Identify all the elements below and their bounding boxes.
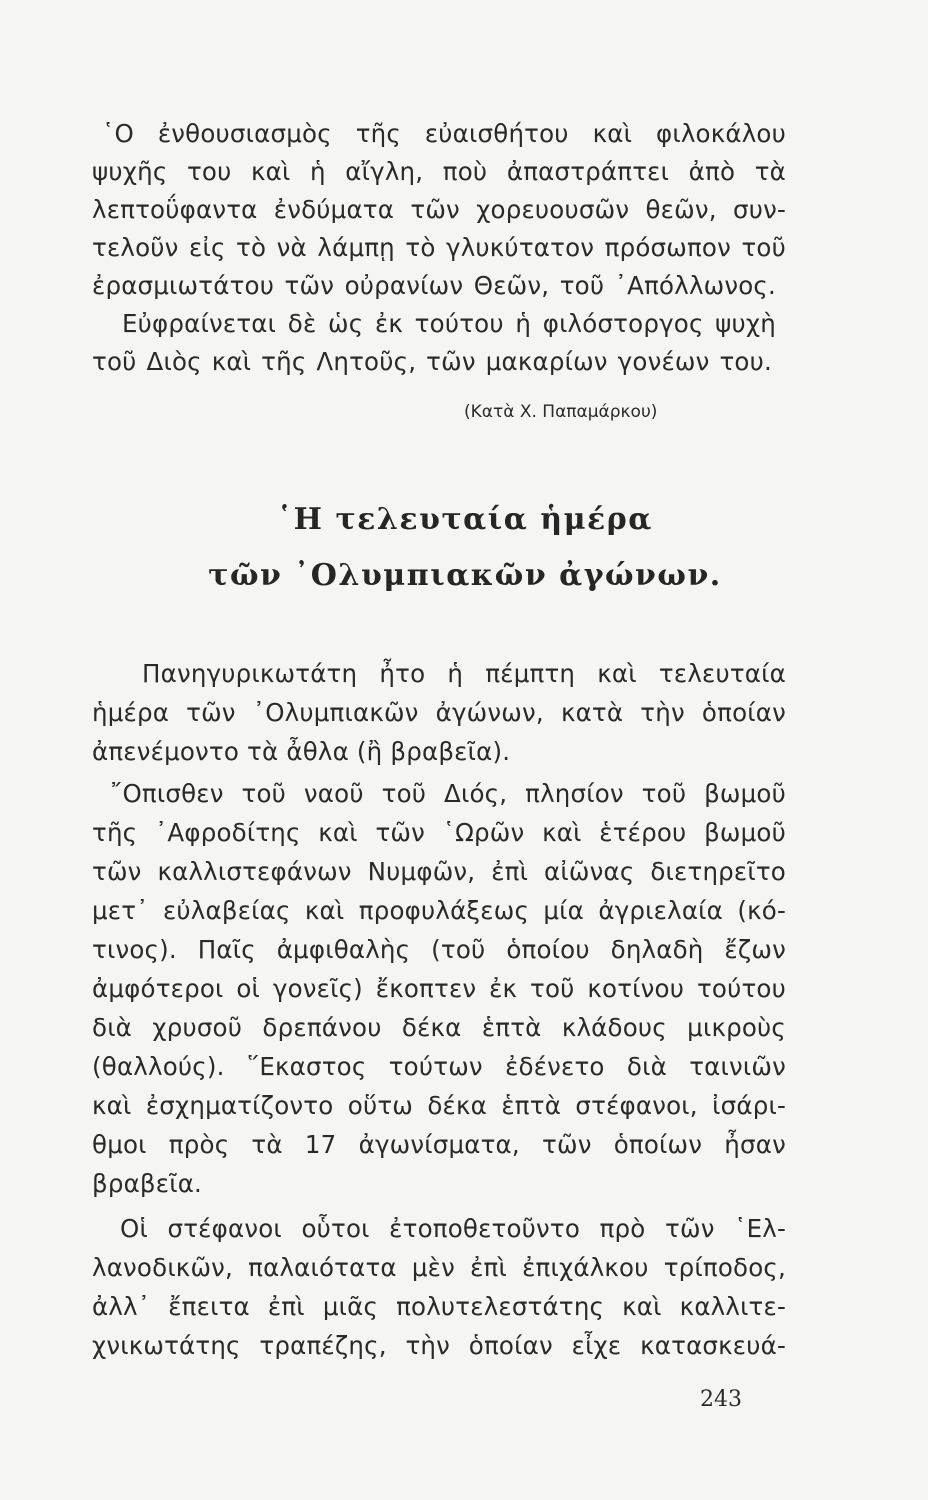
text-line: λανοδικῶν, παλαιότατα μὲν ἐπὶ ἐπιχάλκου τρίποδος, bbox=[92, 1253, 786, 1282]
text-line: βραβεῖα. bbox=[92, 1169, 203, 1198]
text-line: τινος). Παῖς ἀμφιθαλὴς (τοῦ ὁποίου δηλαδὴ ἔζων bbox=[92, 935, 786, 964]
text-line: μετ᾿ εὐλαβείας καὶ προφυλάξεως μία ἀγριελαία (κό- bbox=[92, 896, 786, 925]
text-line: διὰ χρυσοῦ δρεπάνου δέκα ἑπτὰ κλάδους μικροὺς bbox=[92, 1013, 786, 1042]
text-line: τελοῦν εἰς τὸ νὰ λάμπῃ τὸ γλυκύτατον πρόσωπον τοῦ bbox=[92, 233, 786, 262]
text-line: Πανηγυρικωτάτη ἦτο ἡ πέμπτη καὶ τελευταία bbox=[142, 659, 786, 688]
text-line: Εὐφραίνεται δὲ ὡς ἐκ τούτου ἡ φιλόστοργος ψυχὴ bbox=[122, 309, 776, 338]
text-line: Οἱ στέφανοι οὗτοι ἐτοποθετοῦντο πρὸ τῶν ῾Ελ- bbox=[120, 1214, 786, 1243]
text-line: τῆς ᾿Αφροδίτης καὶ τῶν ῾Ωρῶν καὶ ἑτέρου βωμοῦ bbox=[92, 818, 786, 847]
text-line: (θαλλούς). ῞Εκαστος τούτων ἐδένετο διὰ ταινιῶν bbox=[92, 1052, 786, 1081]
text-line: ἀμφότεροι οἱ γονεῖς) ἔκοπτεν ἐκ τοῦ κοτίνου τούτου bbox=[92, 974, 786, 1003]
text-line: καὶ ἐσχηματίζοντο οὕτω δέκα ἑπτὰ στέφανοι, ἰσάρι- bbox=[92, 1091, 786, 1120]
text-line: χνικωτάτης τραπέζης, τὴν ὁποίαν εἶχε κατασκευά- bbox=[92, 1331, 786, 1360]
text-line: ἀπενέμοντο τὰ ἆθλα (ἢ βραβεῖα). bbox=[92, 737, 511, 766]
text-line: ἀλλ᾿ ἔπειτα ἐπὶ μιᾶς πολυτελεστάτης καὶ καλλιτε- bbox=[92, 1292, 786, 1321]
attribution: (Κατὰ Χ. Παπαμάρκου) bbox=[464, 402, 658, 422]
text-line: τοῦ Διὸς καὶ τῆς Λητοῦς, τῶν μακαρίων γονέων του. bbox=[92, 347, 772, 376]
section-heading-line-2: τῶν ᾿Ολυμπιακῶν ἀγώνων. bbox=[208, 558, 722, 593]
text-line: θμοι πρὸς τὰ 17 ἀγωνίσματα, τῶν ὁποίων ἦσαν bbox=[92, 1130, 786, 1159]
text-line: ἡμέρα τῶν ᾿Ολυμπιακῶν ἀγώνων, κατὰ τὴν ὁποίαν bbox=[92, 698, 786, 727]
text-line: ῾Ο ἐνθουσιασμὸς τῆς εὐαισθήτου καὶ φιλοκάλου bbox=[102, 119, 786, 148]
text-line: τῶν καλλιστεφάνων Νυμφῶν, ἐπὶ αἰῶνας διετηρεῖτο bbox=[92, 857, 786, 886]
text-line: ῎Οπισθεν τοῦ ναοῦ τοῦ Διός, πλησίον τοῦ βωμοῦ bbox=[110, 779, 786, 808]
text-line: λεπτοΰφαντα ἐνδύματα τῶν χορευουσῶν θεῶν, συν- bbox=[92, 195, 786, 224]
section-heading-line-1: ῾Η τελευταία ἡμέρα bbox=[277, 502, 653, 537]
text-line: ψυχῆς του καὶ ἡ αἴγλη, ποὺ ἀπαστράπτει ἀπὸ τὰ bbox=[92, 157, 786, 186]
text-line: ἐρασμιωτάτου τῶν οὐρανίων Θεῶν, τοῦ ᾿Απόλλωνος. bbox=[92, 271, 776, 300]
page-number: 243 bbox=[700, 1387, 742, 1412]
